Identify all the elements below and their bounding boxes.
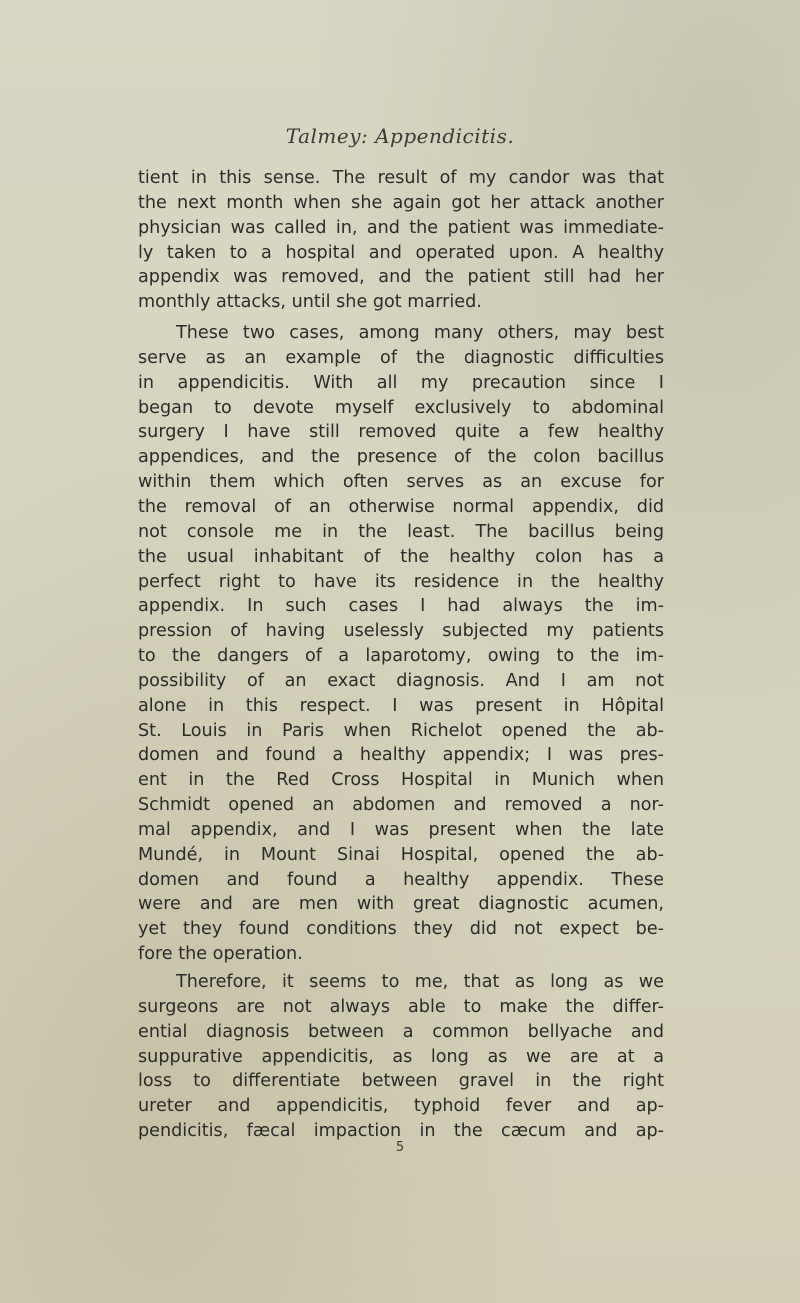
text-line: appendix. In such cases I had always the im-: [138, 596, 664, 617]
text-line: fore the operation.: [138, 944, 303, 965]
text-line: St. Louis in Paris when Richelot opened the ab-: [138, 720, 664, 741]
text-line: domen and found a healthy appendix. These: [138, 869, 664, 890]
text-line: tient in this sense. The result of my candor was that: [138, 168, 664, 188]
text-line: ly taken to a hospital and operated upon. A healthy: [138, 242, 664, 263]
text-line: in appendicitis. With all my precaution since I: [138, 372, 664, 393]
text-line: the next month when she again got her attack another: [138, 192, 664, 213]
text-line: appendix was removed, and the patient still had her: [138, 267, 664, 288]
text-line: physician was called in, and the patient was immediate-: [138, 217, 664, 238]
text-line: ential diagnosis between a common bellyache and: [138, 1021, 664, 1042]
text-line: ent in the Red Cross Hospital in Munich when: [138, 770, 664, 791]
text-line: the removal of an otherwise normal appendix, did: [138, 496, 664, 517]
page-number: 5: [395, 1140, 405, 1155]
text-line: domen and found a healthy appendix; I was pres-: [138, 745, 664, 766]
paragraph: [138, 970, 664, 1144]
text-line: loss to differentiate between gravel in the right: [138, 1071, 664, 1092]
text-line: Schmidt opened an abdomen and removed a nor-: [138, 795, 664, 816]
text-line: Mundé, in Mount Sinai Hospital, opened the ab-: [138, 844, 664, 865]
text-line: to the dangers of a laparotomy, owing to the im-: [138, 646, 664, 667]
text-line: ureter and appendicitis, typhoid fever and ap-: [138, 1096, 664, 1117]
text-line: alone in this respect. I was present in Hôpital: [138, 695, 664, 716]
text-line: Therefore, it seems to me, that as long as we: [176, 972, 664, 992]
text-line: the usual inhabitant of the healthy colon has a: [138, 546, 664, 567]
text-line: These two cases, among many others, may best: [176, 323, 664, 344]
text-line: were and are men with great diagnostic acumen,: [138, 894, 664, 915]
text-line: serve as an example of the diagnostic difficulties: [138, 347, 664, 368]
text-line: within them which often serves as an excuse for: [138, 472, 664, 493]
paragraph: [138, 166, 664, 315]
paragraph: [138, 321, 664, 967]
text-line: pression of having uselessly subjected my patients: [138, 621, 664, 642]
text-line: mal appendix, and I was present when the late: [138, 819, 664, 840]
text-line: monthly attacks, until she got married.: [138, 292, 482, 313]
running-head: Talmey: Appendicitis.: [285, 124, 515, 148]
text-line: pendicitis, fæcal impaction in the cæcum and ap-: [138, 1121, 664, 1142]
text-line: surgeons are not always able to make the differ-: [138, 996, 664, 1017]
text-line: surgery I have still removed quite a few healthy: [138, 422, 664, 443]
body-text: [138, 166, 664, 1144]
text-line: yet they found conditions they did not expect be-: [138, 919, 664, 940]
text-line: possibility of an exact diagnosis. And I am not: [138, 670, 664, 691]
text-line: began to devote myself exclusively to abdominal: [138, 397, 664, 418]
text-line: perfect right to have its residence in the healthy: [138, 571, 664, 592]
text-line: not console me in the least. The bacillus being: [138, 521, 664, 542]
text-line: appendices, and the presence of the colon bacillus: [138, 447, 664, 468]
text-line: suppurative appendicitis, as long as we are at a: [138, 1046, 664, 1067]
